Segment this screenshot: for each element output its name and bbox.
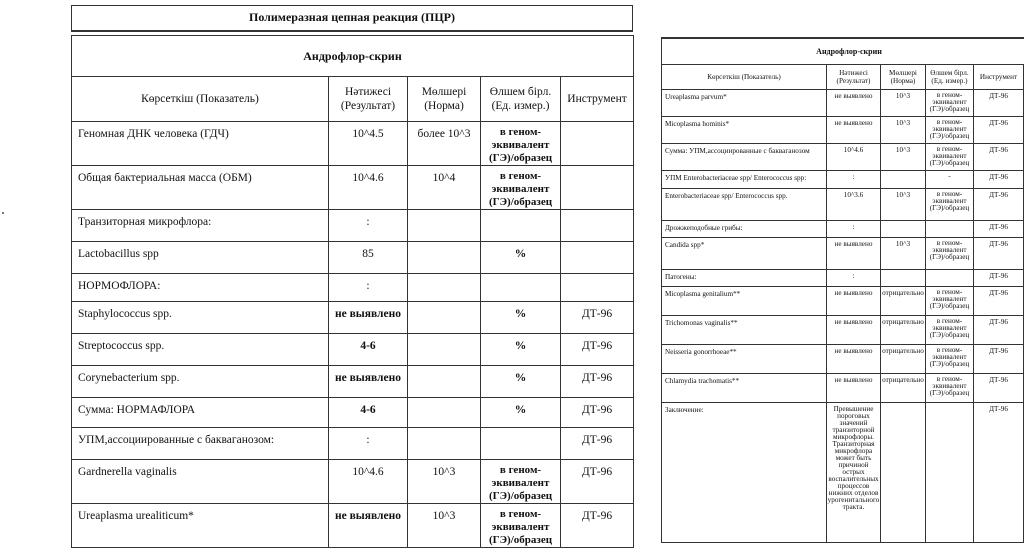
unit-cell: % — [481, 366, 561, 398]
table-row — [662, 345, 1024, 374]
norm-cell: отрицательно — [881, 316, 926, 345]
result-cell: не выявлено — [827, 316, 881, 345]
norm-cell — [408, 334, 481, 366]
result-cell: 85 — [329, 242, 408, 274]
instrument-cell: ДТ-96 — [561, 428, 634, 460]
table-row — [72, 428, 634, 460]
unit-cell — [481, 210, 561, 242]
indicator-cell: Геномная ДНК человека (ГДЧ) — [72, 122, 329, 166]
instrument-cell: ДТ-96 — [974, 374, 1024, 403]
indicator-cell: Streptococcus spp. — [72, 334, 329, 366]
table-row — [72, 274, 634, 302]
indicator-cell: Gardnerella vaginalis — [72, 460, 329, 504]
table-row — [662, 238, 1024, 270]
unit-cell: в геном-эквивалент (ГЭ)/образец — [926, 238, 974, 270]
instrument-cell: ДТ-96 — [974, 90, 1024, 117]
norm-cell: отрицательно — [881, 374, 926, 403]
result-cell: 4-6 — [329, 398, 408, 428]
instrument-cell: ДТ-96 — [974, 238, 1024, 270]
instrument-cell — [561, 274, 634, 302]
norm-cell — [408, 242, 481, 274]
result-cell: не выявлено — [827, 374, 881, 403]
table-row — [662, 117, 1024, 144]
indicator-cell: Chlamydia trachomatis** — [662, 374, 827, 403]
unit-cell: в геном-эквивалент (ГЭ)/образец — [926, 287, 974, 316]
norm-cell: 10^3 — [881, 238, 926, 270]
result-cell: не выявлено — [827, 90, 881, 117]
conclusion-instrument: ДТ-96 — [974, 403, 1024, 543]
table-row — [72, 242, 634, 274]
indicator-cell: Транзиторная микрофлора: — [72, 210, 329, 242]
result-cell: : — [329, 428, 408, 460]
norm-cell — [408, 210, 481, 242]
table-row — [662, 287, 1024, 316]
column-header-norm: Мөлшері (Норма) — [408, 77, 481, 122]
norm-cell — [408, 274, 481, 302]
table-row — [662, 270, 1024, 287]
unit-cell: % — [481, 334, 561, 366]
result-cell: не выявлено — [827, 345, 881, 374]
instrument-cell: ДТ-96 — [974, 144, 1024, 171]
section-header: Полимеразная цепная реакция (ПЦР) — [71, 6, 633, 32]
unit-cell: - — [926, 171, 974, 189]
unit-cell — [926, 270, 974, 287]
column-header-unit: Өлшем бірл. (Ед. измер.) — [481, 77, 561, 122]
table-row — [662, 221, 1024, 238]
instrument-cell: ДТ-96 — [561, 460, 634, 504]
report-page-right — [661, 37, 1024, 552]
conclusion-label: Заключение: — [662, 403, 827, 543]
report-page-left — [71, 5, 633, 552]
indicator-cell: НОРМОФЛОРА: — [72, 274, 329, 302]
result-cell: : — [329, 210, 408, 242]
indicator-cell: Сумма: УПМ,ассоциированные с бакваганозом — [662, 144, 827, 171]
instrument-cell — [561, 210, 634, 242]
table-row — [72, 302, 634, 334]
indicator-cell: Ureaplasma urealiticum* — [72, 504, 329, 548]
instrument-cell: ДТ-96 — [561, 504, 634, 548]
norm-cell: 10^3 — [881, 144, 926, 171]
results-table — [661, 38, 1024, 543]
norm-cell — [881, 171, 926, 189]
unit-cell: % — [481, 302, 561, 334]
result-cell: : — [827, 221, 881, 238]
instrument-cell: ДТ-96 — [974, 316, 1024, 345]
unit-cell: в геном-эквивалент (ГЭ)/образец — [926, 144, 974, 171]
instrument-cell: ДТ-96 — [974, 117, 1024, 144]
norm-cell: отрицательно — [881, 287, 926, 316]
unit-cell: в геном-эквивалент (ГЭ)/образец — [481, 166, 561, 210]
result-cell: : — [827, 171, 881, 189]
norm-cell — [408, 398, 481, 428]
indicator-cell: Общая бактериальная масса (ОБМ) — [72, 166, 329, 210]
norm-cell: 10^3 — [408, 460, 481, 504]
result-cell: не выявлено — [827, 287, 881, 316]
norm-cell: 10^4 — [408, 166, 481, 210]
unit-cell — [481, 428, 561, 460]
unit-cell: в геном-эквивалент (ГЭ)/образец — [481, 122, 561, 166]
unit-cell — [926, 221, 974, 238]
column-header-unit: Өлшем бірл. (Ед. измер.) — [926, 65, 974, 90]
unit-cell — [481, 274, 561, 302]
column-header-result: Нәтижесі (Результат) — [827, 65, 881, 90]
instrument-cell: ДТ-96 — [974, 345, 1024, 374]
instrument-cell: ДТ-96 — [974, 270, 1024, 287]
norm-cell: 10^3 — [881, 189, 926, 221]
indicator-cell: Micoplasma hominis* — [662, 117, 827, 144]
unit-cell: в геном-эквивалент (ГЭ)/образец — [481, 504, 561, 548]
result-cell: 10^4.5 — [329, 122, 408, 166]
table-title: Андрофлор-скрин — [72, 36, 634, 77]
unit-cell: в геном-эквивалент (ГЭ)/образец — [926, 189, 974, 221]
result-cell: 10^4.6 — [329, 460, 408, 504]
table-row — [662, 90, 1024, 117]
table-title: Андрофлор-скрин — [662, 39, 1024, 65]
unit-cell: % — [481, 398, 561, 428]
result-cell: 10^4.6 — [329, 166, 408, 210]
norm-cell — [881, 221, 926, 238]
norm-cell: отрицательно — [881, 345, 926, 374]
norm-cell: 10^3 — [881, 117, 926, 144]
unit-cell: в геном-эквивалент (ГЭ)/образец — [926, 316, 974, 345]
unit-cell: % — [481, 242, 561, 274]
instrument-cell — [561, 242, 634, 274]
instrument-cell — [561, 166, 634, 210]
table-row — [72, 122, 634, 166]
norm-cell: более 10^3 — [408, 122, 481, 166]
table-row — [662, 171, 1024, 189]
table-row — [662, 374, 1024, 403]
table-row — [662, 189, 1024, 221]
instrument-cell: ДТ-96 — [561, 398, 634, 428]
indicator-cell: Neisseria gonorrhoeae** — [662, 345, 827, 374]
indicator-cell: УПМ Enterobacteriaceae spp/ Enterococcus spp: — [662, 171, 827, 189]
indicator-cell: Сумма: НОРМАФЛОРА — [72, 398, 329, 428]
column-header-indicator: Көрсеткіш (Показатель) — [662, 65, 827, 90]
table-row — [72, 504, 634, 548]
indicator-cell: Lactobacillus spp — [72, 242, 329, 274]
instrument-cell — [561, 122, 634, 166]
indicator-cell: УПМ,ассоциированные с бакваганозом: — [72, 428, 329, 460]
indicator-cell: Дрожжеподобные грибы: — [662, 221, 827, 238]
instrument-cell: ДТ-96 — [974, 189, 1024, 221]
table-row — [72, 366, 634, 398]
instrument-cell: ДТ-96 — [561, 302, 634, 334]
indicator-cell: Ureaplasma parvum* — [662, 90, 827, 117]
unit-cell: в геном-эквивалент (ГЭ)/образец — [481, 460, 561, 504]
indicator-cell: Enterobacteriaceae spp/ Enterococcus spp. — [662, 189, 827, 221]
indicator-cell: Micoplasma genitalium** — [662, 287, 827, 316]
unit-cell: в геном-эквивалент (ГЭ)/образец — [926, 117, 974, 144]
unit-cell: в геном-эквивалент (ГЭ)/образец — [926, 374, 974, 403]
instrument-cell: ДТ-96 — [561, 366, 634, 398]
conclusion-text: Превышение пороговых значений транзиторной микрофлоры. Транзиторная микрофлора может быть причиной острых воспалительных процессов нижних отделов урогенитального тракта. — [827, 403, 881, 543]
indicator-cell: Патогены: — [662, 270, 827, 287]
table-row — [72, 166, 634, 210]
column-header-instrument: Инструмент — [561, 77, 634, 122]
indicator-cell: Staphylococcus spp. — [72, 302, 329, 334]
results-table — [71, 35, 634, 548]
norm-cell: 10^3 — [881, 90, 926, 117]
table-row — [662, 316, 1024, 345]
result-cell: 10^3.6 — [827, 189, 881, 221]
unit-cell: в геном-эквивалент (ГЭ)/образец — [926, 345, 974, 374]
column-header-indicator: Көрсеткіш (Показатель) — [72, 77, 329, 122]
result-cell: не выявлено — [329, 302, 408, 334]
indicator-cell: Candida spp* — [662, 238, 827, 270]
result-cell: : — [329, 274, 408, 302]
table-row — [72, 334, 634, 366]
result-cell: 4-6 — [329, 334, 408, 366]
result-cell: не выявлено — [827, 117, 881, 144]
column-header-norm: Мөлшері (Норма) — [881, 65, 926, 90]
table-row — [72, 398, 634, 428]
unit-cell: в геном-эквивалент (ГЭ)/образец — [926, 90, 974, 117]
instrument-cell: ДТ-96 — [974, 171, 1024, 189]
table-row — [72, 210, 634, 242]
result-cell: не выявлено — [329, 504, 408, 548]
stray-dot — [2, 212, 4, 214]
indicator-cell: Corynebacterium spp. — [72, 366, 329, 398]
table-row — [72, 460, 634, 504]
column-header-instrument: Инструмент — [974, 65, 1024, 90]
indicator-cell: Trichomonas vaginalis** — [662, 316, 827, 345]
norm-cell: 10^3 — [408, 504, 481, 548]
table-row — [662, 144, 1024, 171]
column-header-result: Нәтижесі (Результат) — [329, 77, 408, 122]
norm-cell — [408, 366, 481, 398]
norm-cell — [881, 270, 926, 287]
norm-cell — [408, 428, 481, 460]
result-cell: не выявлено — [329, 366, 408, 398]
instrument-cell: ДТ-96 — [974, 221, 1024, 238]
instrument-cell: ДТ-96 — [561, 334, 634, 366]
result-cell: 10^4.6 — [827, 144, 881, 171]
result-cell: : — [827, 270, 881, 287]
instrument-cell: ДТ-96 — [974, 287, 1024, 316]
result-cell: не выявлено — [827, 238, 881, 270]
norm-cell — [408, 302, 481, 334]
